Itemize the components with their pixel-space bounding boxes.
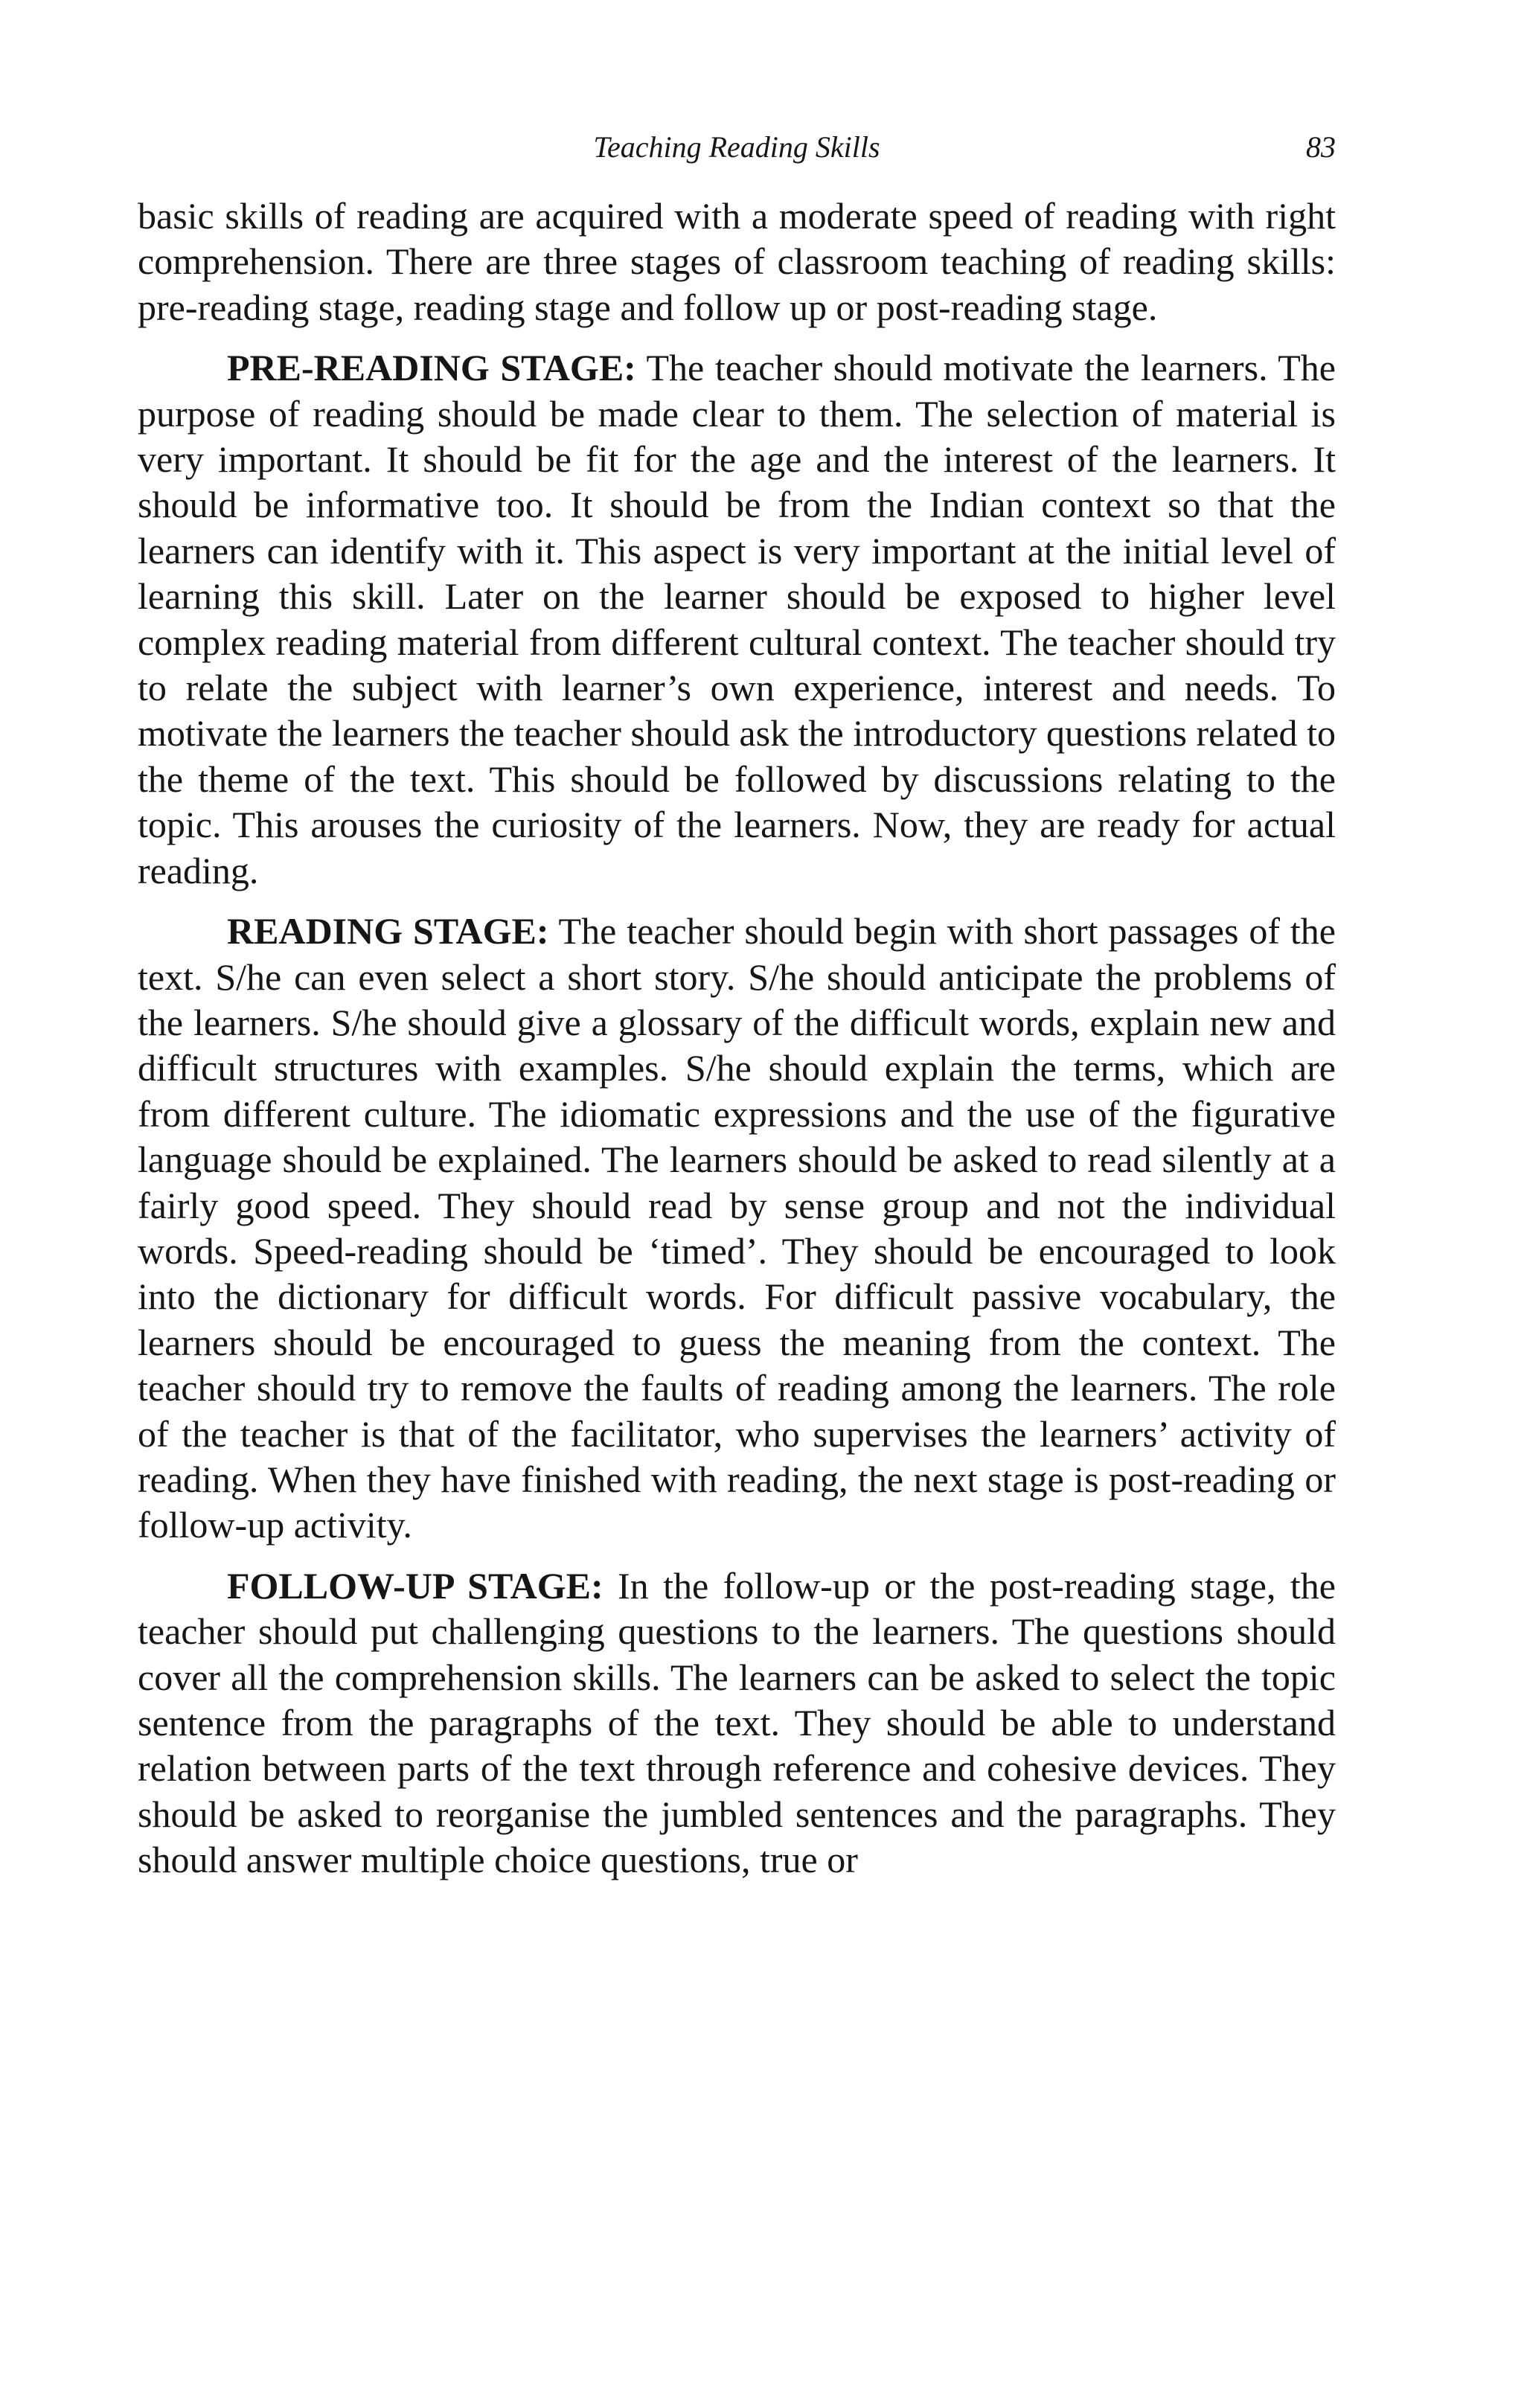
- paragraph-text: The teacher should begin with short passages of the text. S/he can even select a short story. S/he should anticipate the problems of the learners. S/he should give a glossary of the difficult words, explain new and difficult structures with examples. S/he should explain the terms, which are from different culture. The idiomatic expressions and the use of the figurative language should be explained. The learners should be asked to read silently at a fairly good speed. They should read by sense group and not the individual words. Speed-reading should be ‘timed’. They should be encouraged to look into the dictionary for difficult words. For difficult passive vocabulary, the learners should be encouraged to guess the meaning from the context. The teacher should try to remove the faults of reading among the learners. The role of the teacher is that of the facilitator, who supervises the learners’ activity of reading. When they have finished with reading, the next stage is post-reading or follow-up activity.: [138, 910, 1336, 1546]
- section-heading-follow-up: FOLLOW-UP STAGE:: [227, 1564, 603, 1607]
- running-title: Teaching Reading Skills: [593, 130, 880, 164]
- body-text: [138, 193, 1336, 1898]
- section-heading-pre-reading: PRE-READING STAGE:: [227, 347, 636, 389]
- paragraph-text: basic skills of reading are acquired with a moderate speed of reading with right comprehension. There are three stages of classroom teaching of reading skills: pre-reading stage, reading stage and follow up or post-reading stage.: [138, 195, 1336, 328]
- section-heading-reading: READING STAGE:: [227, 910, 549, 952]
- page-number: 83: [1306, 130, 1336, 164]
- paragraph-pre-reading-stage: [138, 345, 1336, 894]
- running-head: [138, 125, 1336, 170]
- paragraph-intro: [138, 193, 1336, 330]
- paragraph-text: The teacher should motivate the learners. The purpose of reading should be made clear to them. The selection of material is very important. It should be fit for the age and the interest of the learners. It should be informative too. It should be from the Indian context so that the learners can identify with it. This aspect is very important at the initial level of learning this skill. Later on the learner should be exposed to higher level complex reading material from different cultural context. The teacher should try to relate the subject with learner’s own experience, interest and needs. To motivate the learners the teacher should ask the introductory questions related to the theme of the text. This should be followed by discussions relating to the topic. This arouses the curiosity of the learners. Now, they are ready for actual reading.: [138, 347, 1336, 891]
- paragraph-text: In the follow-up or the post-reading stage, the teacher should put challenging questions to the learners. The questions should cover all the comprehension skills. The learners can be asked to select the topic sentence from the paragraphs of the text. They should be able to understand relation between parts of the text through reference and cohesive devices. They should be asked to reorganise the jumbled sentences and the paragraphs. They should answer multiple choice questions, true or: [138, 1564, 1336, 1881]
- paragraph-follow-up-stage: [138, 1563, 1336, 1883]
- paragraph-reading-stage: [138, 909, 1336, 1549]
